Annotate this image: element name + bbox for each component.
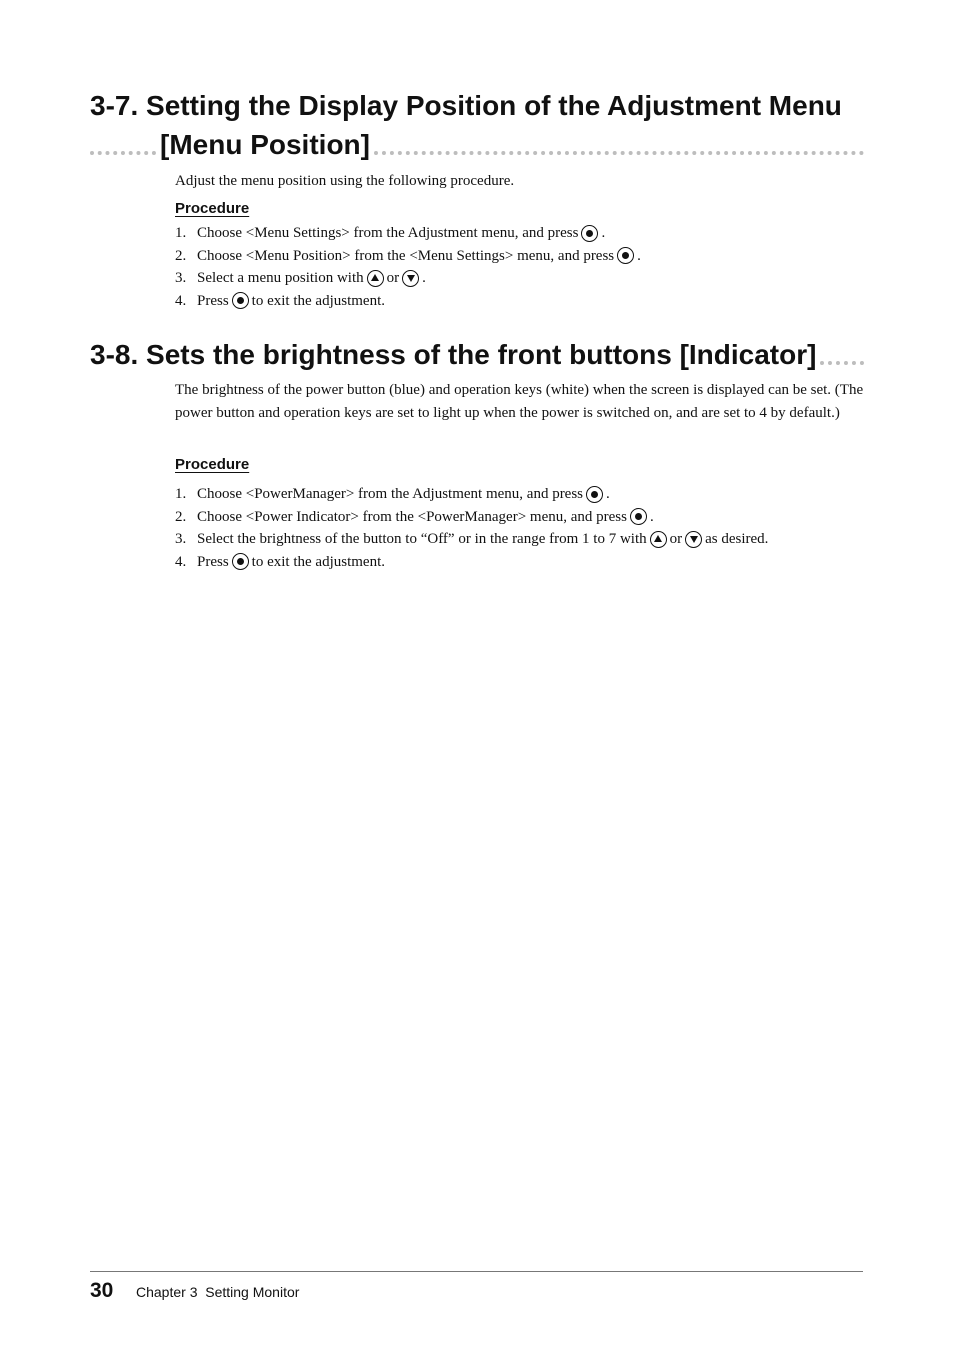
heading-dots-trailing <box>820 361 864 365</box>
step-text: Choose <Power Indicator> from the <PowerManager> menu, and press <box>197 508 627 525</box>
heading-line-1 <box>90 86 864 125</box>
step-text: as desired. <box>705 531 769 547</box>
down-arrow-button-icon <box>402 270 419 287</box>
step-number: 2. <box>175 247 187 264</box>
list-item <box>175 483 768 506</box>
down-arrow-button-icon <box>685 531 702 548</box>
list-item <box>175 290 641 313</box>
step-text: . <box>606 486 610 502</box>
step-text: to exit the adjustment. <box>251 553 385 570</box>
list-item <box>175 222 641 245</box>
up-arrow-button-icon <box>367 270 384 287</box>
section-3-8-intro: The brightness of the power button (blue) and operation keys (white) when the screen is displayed can be set. (The power button and operation keys are set to light up when the power is switched on, and are set to 4 by default.) <box>175 382 864 421</box>
heading-line-2 <box>90 125 864 164</box>
section-3-7-heading <box>90 86 864 164</box>
step-text: . <box>649 508 654 525</box>
step-text: Press <box>197 553 229 570</box>
step-text: to exit the adjustment. <box>251 292 385 309</box>
enter-button-icon <box>586 486 603 503</box>
step-text: Select a menu position with <box>197 270 364 286</box>
list-item <box>175 528 768 551</box>
chapter-title: Chapter 3 Setting Monitor <box>136 1284 300 1300</box>
enter-button-icon <box>232 292 249 309</box>
up-arrow-button-icon <box>650 531 667 548</box>
heading-line-1 <box>90 335 864 374</box>
step-text: . <box>637 247 641 264</box>
step-number: 1. <box>175 486 187 502</box>
section-3-7-steps <box>175 222 641 312</box>
step-number: 1. <box>175 225 187 241</box>
procedure-label: Procedure <box>175 200 250 217</box>
heading-text: 3-7. Setting the Display Position of the Adjustment Menu <box>90 86 846 125</box>
step-number: 3. <box>175 531 187 547</box>
step-number: 3. <box>175 270 187 286</box>
section-3-7-intro: Adjust the menu position using the following procedure. <box>175 173 515 189</box>
step-text: or <box>386 270 400 286</box>
section-3-8-steps <box>175 483 768 573</box>
list-item <box>175 506 768 529</box>
enter-button-icon <box>232 553 249 570</box>
step-number: 4. <box>175 553 187 570</box>
step-text: Choose <Menu Position> from the <Menu Settings> menu, and press <box>197 247 615 264</box>
step-text: Choose <PowerManager> from the Adjustment menu, and press <box>197 486 584 502</box>
step-number: 2. <box>175 508 187 525</box>
enter-button-icon <box>581 225 598 242</box>
step-text: Select the brightness of the button to “Off” or in the range from 1 to 7 with <box>197 531 647 547</box>
enter-button-icon <box>630 508 647 525</box>
list-item <box>175 267 641 290</box>
enter-button-icon <box>617 247 634 264</box>
step-text: . <box>601 225 606 241</box>
heading-dots-leading <box>90 151 156 155</box>
step-text: Press <box>197 292 229 309</box>
step-text: . <box>422 270 426 286</box>
procedure-label: Procedure <box>175 456 250 473</box>
list-item <box>175 245 641 268</box>
step-number: 4. <box>175 292 187 309</box>
section-3-8-heading <box>90 335 864 374</box>
step-text: or <box>669 531 683 547</box>
footer-divider <box>90 1271 863 1272</box>
heading-text: [Menu Position] <box>160 125 374 164</box>
heading-text: 3-8. Sets the brightness of the front buttons [Indicator] <box>90 335 820 374</box>
heading-dots-trailing <box>374 151 864 155</box>
list-item <box>175 551 768 574</box>
page-number: 30 <box>90 1279 114 1302</box>
step-text: Choose <Menu Settings> from the Adjustment menu, and press <box>197 225 579 241</box>
